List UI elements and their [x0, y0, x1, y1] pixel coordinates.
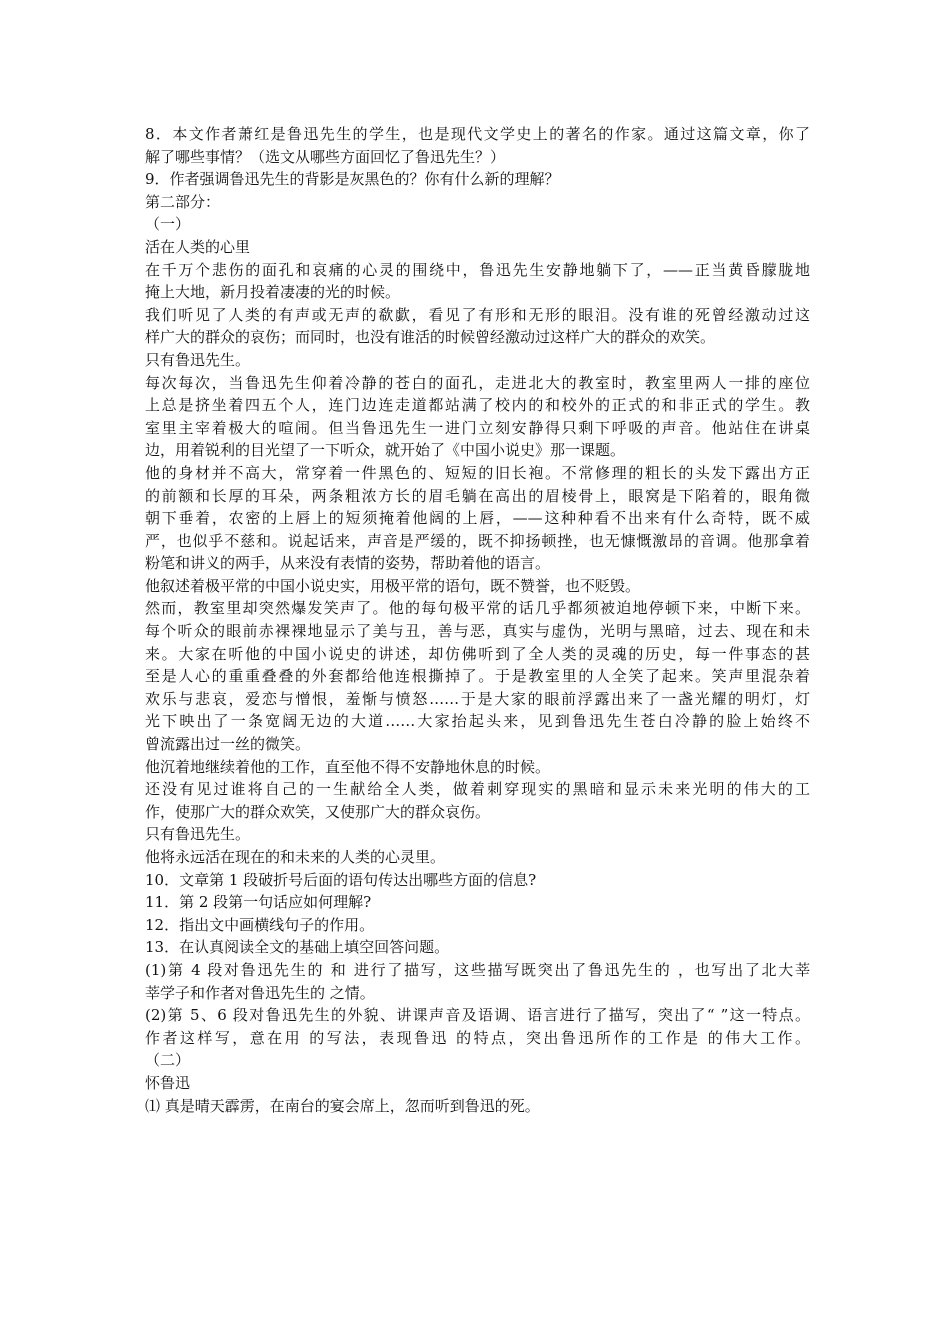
text-line: 莘学子和作者对鲁迅先生的 之情。 — [145, 983, 375, 1002]
text-line: 粉笔和讲义的两手，从来没有表情的姿势，帮助着他的语言。 — [145, 554, 551, 573]
text-line: 还没有见过谁将自己的一生献给全人类，做着刺穿现实的黑暗和显示未来光明的伟大的工 — [145, 780, 810, 799]
text-line: 解了哪些事情？（选文从哪些方面回忆了鲁迅先生？） — [145, 147, 506, 166]
text-line: 上总是挤坐着四五个人，连门边连走道都站满了校内的和校外的正式的和非正式的学生。教 — [145, 396, 810, 415]
text-line: (1)第 4 段对鲁迅先生的 和 进行了描写，这些描写既突出了鲁迅先生的 ，也写出了北大莘 — [145, 960, 810, 979]
text-line: 然而，教室里却突然爆发笑声了。他的每句极平常的话几乎都须被迫地停顿下来，中断下来。 — [145, 599, 810, 618]
text-line: 每次每次，当鲁迅先生仰着冷静的苍白的面孔，走进北大的教室时，教室里两人一排的座位 — [145, 373, 810, 392]
text-line: 只有鲁迅先生。 — [145, 350, 251, 369]
text-line: 边，用着锐利的目光望了一下听众，就开始了《中国小说史》那一课题。 — [145, 441, 626, 460]
text-line: 我们听见了人类的有声或无声的欷歔，看见了有形和无形的眼泪。没有谁的死曾经激动过这 — [145, 305, 810, 324]
text-line: 他沉着地继续着他的工作，直至他不得不安静地休息的时候。 — [145, 757, 551, 776]
text-line: 9．作者强调鲁迅先生的背影是灰黑色的？你有什么新的理解？ — [145, 170, 560, 189]
text-line: 样广大的群众的哀伤；而同时，也没有谁活的时候曾经激动过这样广大的群众的欢笑。 — [145, 328, 716, 347]
text-line: 活在人类的心里 — [145, 237, 251, 256]
text-line: 12．指出文中画横线句子的作用。 — [145, 915, 375, 934]
text-line: 作，使那广大的群众欢笑，又使那广大的群众哀伤。 — [145, 802, 491, 821]
text-line: 怀鲁迅 — [145, 1073, 191, 1092]
text-line: 的前额和长厚的耳朵，两条粗浓方长的眉毛躺在高出的眉棱骨上，眼窝是下陷着的，眼角微 — [145, 486, 810, 505]
text-line: 只有鲁迅先生。 — [145, 825, 251, 844]
text-line: 严，也似乎不慈和。说起话来，声音是严缓的，既不抑扬顿挫，也无慷慨激昂的音调。他那拿着 — [145, 531, 810, 550]
text-line: 曾流露出过一丝的微笑。 — [145, 735, 311, 754]
text-line: 11．第 2 段第一句话应如何理解? — [145, 893, 372, 912]
text-line: 每个听众的眼前赤裸裸地显示了美与丑，善与恶，真实与虚伪，光明与黑暗，过去、现在和未 — [145, 622, 810, 641]
text-line: 他将永远活在现在的和未来的人类的心灵里。 — [145, 848, 446, 866]
text-line: 他叙述着极平常的中国小说史实，用极平常的语句，既不赞誉，也不贬毁。 — [145, 576, 641, 595]
text-line: 13．在认真阅读全文的基础上填空回答问题。 — [145, 938, 450, 957]
text-line: 8．本文作者萧红是鲁迅先生的学生，也是现代文学史上的著名的作家。通过这篇文章，你了 — [145, 125, 810, 143]
text-line: 10．文章第 1 段破折号后面的语句传达出哪些方面的信息? — [145, 870, 537, 889]
text-line: 朝下垂着，农密的上唇上的短须掩着他阔的上唇，——这种种看不出来有什么奇特，既不威 — [145, 509, 810, 528]
text-line: （一） — [145, 215, 191, 234]
text-line: 第二部分： — [145, 192, 221, 211]
text-line: ⑴ 真是晴天霹雳，在南台的宴会席上，忽而听到鲁迅的死。 — [145, 1096, 540, 1115]
text-line: （二） — [145, 1051, 191, 1070]
text-line: 室里主宰着极大的喧闹。但当鲁迅先生一进门立刻安静得只剩下呼吸的声音。他站住在讲桌 — [145, 418, 810, 437]
text-line: 至是人心的重重叠叠的外套都给他连根撕掉了。于是教室里的人全笑了起来。笑声里混杂着 — [145, 667, 810, 686]
text-line: (2)第 5、6 段对鲁迅先生的外貌、讲课声音及语调、语言进行了描写，突出了“ ”这一特点。 — [145, 1006, 810, 1025]
document-body — [145, 123, 810, 1117]
text-line: 欢乐与悲哀，爱恋与憎恨，羞惭与愤怒……于是大家的眼前浮露出来了一盏光耀的明灯，灯 — [145, 689, 810, 708]
text-line: 来。大家在听他的中国小说史的讲述，却仿佛听到了全人类的灵魂的历史，每一件事态的甚 — [145, 644, 810, 663]
text-line: 在千万个悲伤的面孔和哀痛的心灵的围绕中，鲁迅先生安静地躺下了，——正当黄昏朦胧地 — [145, 260, 810, 279]
text-line: 他的身材并不高大，常穿着一件黑色的、短短的旧长袍。不常修理的粗长的头发下露出方正 — [145, 463, 810, 482]
text-line: 光下映出了一条宽阔无边的大道……大家抬起头来，见到鲁迅先生苍白冷静的脸上始终不 — [145, 712, 810, 731]
text-line: 作者这样写，意在用 的写法，表现鲁迅 的特点，突出鲁迅所作的工作是 的伟大工作。 — [145, 1028, 810, 1047]
text-line: 掩上大地，新月投着凄凄的光的时候。 — [145, 283, 401, 302]
